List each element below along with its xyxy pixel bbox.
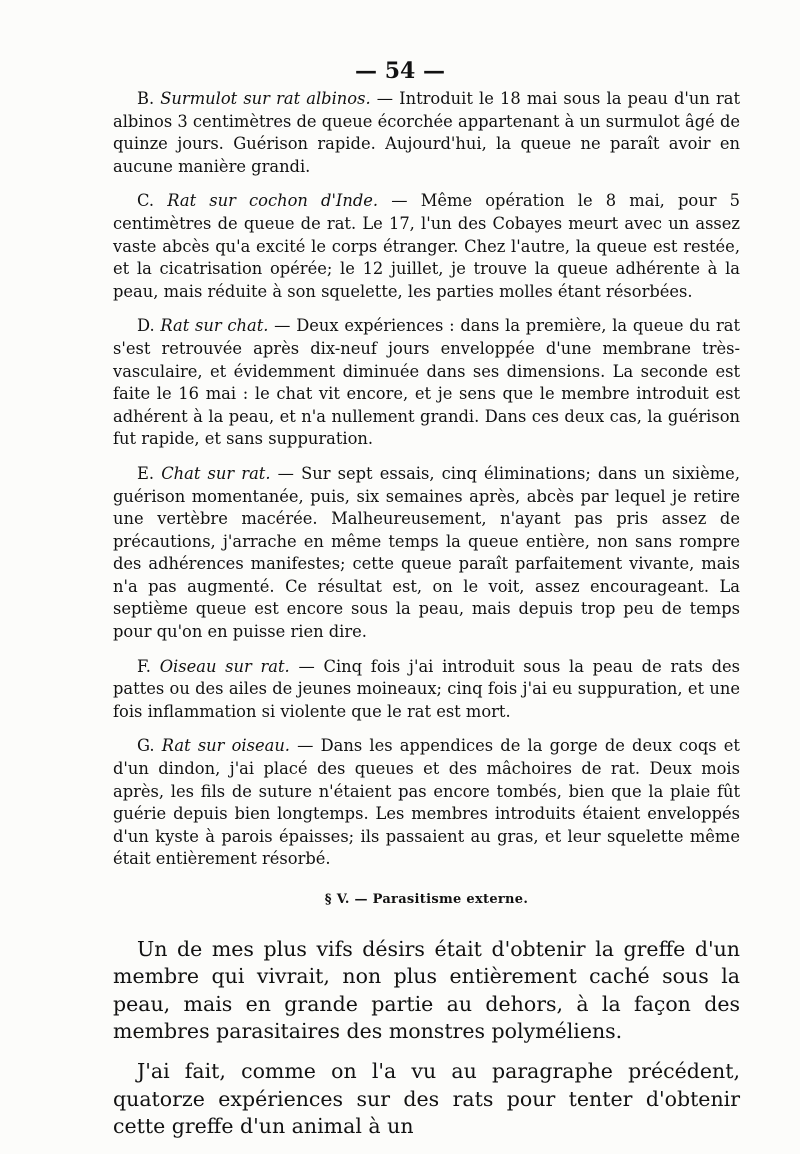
paragraph-text: — Deux expériences : dans la première, la queue du rat s'est retrouvée après dix-neuf jours enveloppée d'une membrane très-vasculaire, et évidemment diminuée dans ses dimensions. La seconde est faite le 16 mai : le chat vit encore, et je sens que le membre introduit est adhérent à la peau, et n'a nullement grandi. Dans ces deux cas, la guérison fut rapide, et sans suppuration. <box>113 316 740 449</box>
paragraph-label: B. <box>137 89 155 108</box>
paragraph-label: G. <box>137 736 155 756</box>
paragraph-g <box>113 735 740 871</box>
paragraph-label: D. <box>137 316 155 336</box>
paragraph-heading: Chat sur rat. <box>161 463 271 483</box>
paragraph-text: — Sur sept essais, cinq éliminations; dans un sixième, guérison momentanée, puis, six semaines après, abcès par lequel je retire une vertèbre macérée. Malheureusement, n'ayant pas pris assez de précautions, j'arrache en même temps la queue entière, non sans rompre des adhérences manifestes; cette queue paraît parfaitement vivante, mais n'a pas augmenté. Ce résultat est, on le voit, assez encourageant. La septième queue est encore sous la peau, mais depuis trop peu de temps pour qu'on en puisse rien dire. <box>113 463 740 642</box>
paragraph-text: — Dans les appendices de la gorge de deux coqs et d'un dindon, j'ai placé des queues et des mâchoires de rat. Deux mois après, les fils de suture n'étaient pas encore tombés, bien que la plaie fût guérie depuis bien longtemps. Les membres introduits étaient enveloppés d'un kyste à parois épaisses; ils passaient au gras, et leur squelette même était entièrement résorbé. <box>113 736 740 869</box>
paragraph-f <box>113 656 740 724</box>
page-number: — 54 — <box>355 58 445 84</box>
paragraph-label: E. <box>137 463 155 483</box>
paragraph-heading: Oiseau sur rat. <box>159 656 290 676</box>
paragraph-text: — Cinq fois j'ai introduit sous la peau de rats des pattes ou des ailes de jeunes moineaux; cinq fois j'ai eu suppuration, et une fois inflammation si violente que le rat est mort. <box>113 656 740 721</box>
paragraph-heading: Surmulot sur rat albinos. <box>160 89 371 108</box>
large-paragraph: J'ai fait, comme on l'a vu au paragraphe précédent, quatorze expériences sur des rats pour tenter d'obtenir cette greffe d'un animal à un <box>113 1058 740 1139</box>
paragraph-label: C. <box>137 191 155 211</box>
paragraph-heading: Rat sur oiseau. <box>161 736 290 756</box>
paragraph-b <box>113 88 740 178</box>
paragraph-heading: Rat sur chat. <box>160 316 269 336</box>
section-title: § V. — Parasitisme externe. <box>324 892 529 907</box>
paragraph-text: — Introduit le 18 mai sous la peau d'un rat albinos 3 centimètres de queue écorchée appartenant à un surmulot âgé de quinze jours. Guérison rapide. Aujourd'hui, la queue ne paraît avoir en aucune manière grandi. <box>113 89 740 176</box>
paragraph-e <box>113 463 740 644</box>
paragraph-heading: Rat sur cochon d'Inde. <box>167 191 379 211</box>
large-paragraph: Un de mes plus vifs désirs était d'obtenir la greffe d'un membre qui vivrait, non plus entièrement caché sous la peau, mais en grande partie au dehors, à la façon des membres parasitaires des monstres polyméliens. <box>113 936 740 1044</box>
paragraph-text: — Même opération le 8 mai, pour 5 centimètres de queue de rat. Le 17, l'un des Cobayes meurt avec un assez vaste abcès qu'a excité le corps étranger. Chez l'autre, la queue est restée, et la cicatrisation opérée; le 12 juillet, je trouve la queue adhérente à la peau, mais réduite à son squelette, les parties molles étant résorbées. <box>113 191 740 301</box>
paragraph-c <box>113 190 740 303</box>
paragraph-d <box>113 315 740 451</box>
body-text <box>113 88 740 1153</box>
paragraph-label: F. <box>137 656 151 676</box>
